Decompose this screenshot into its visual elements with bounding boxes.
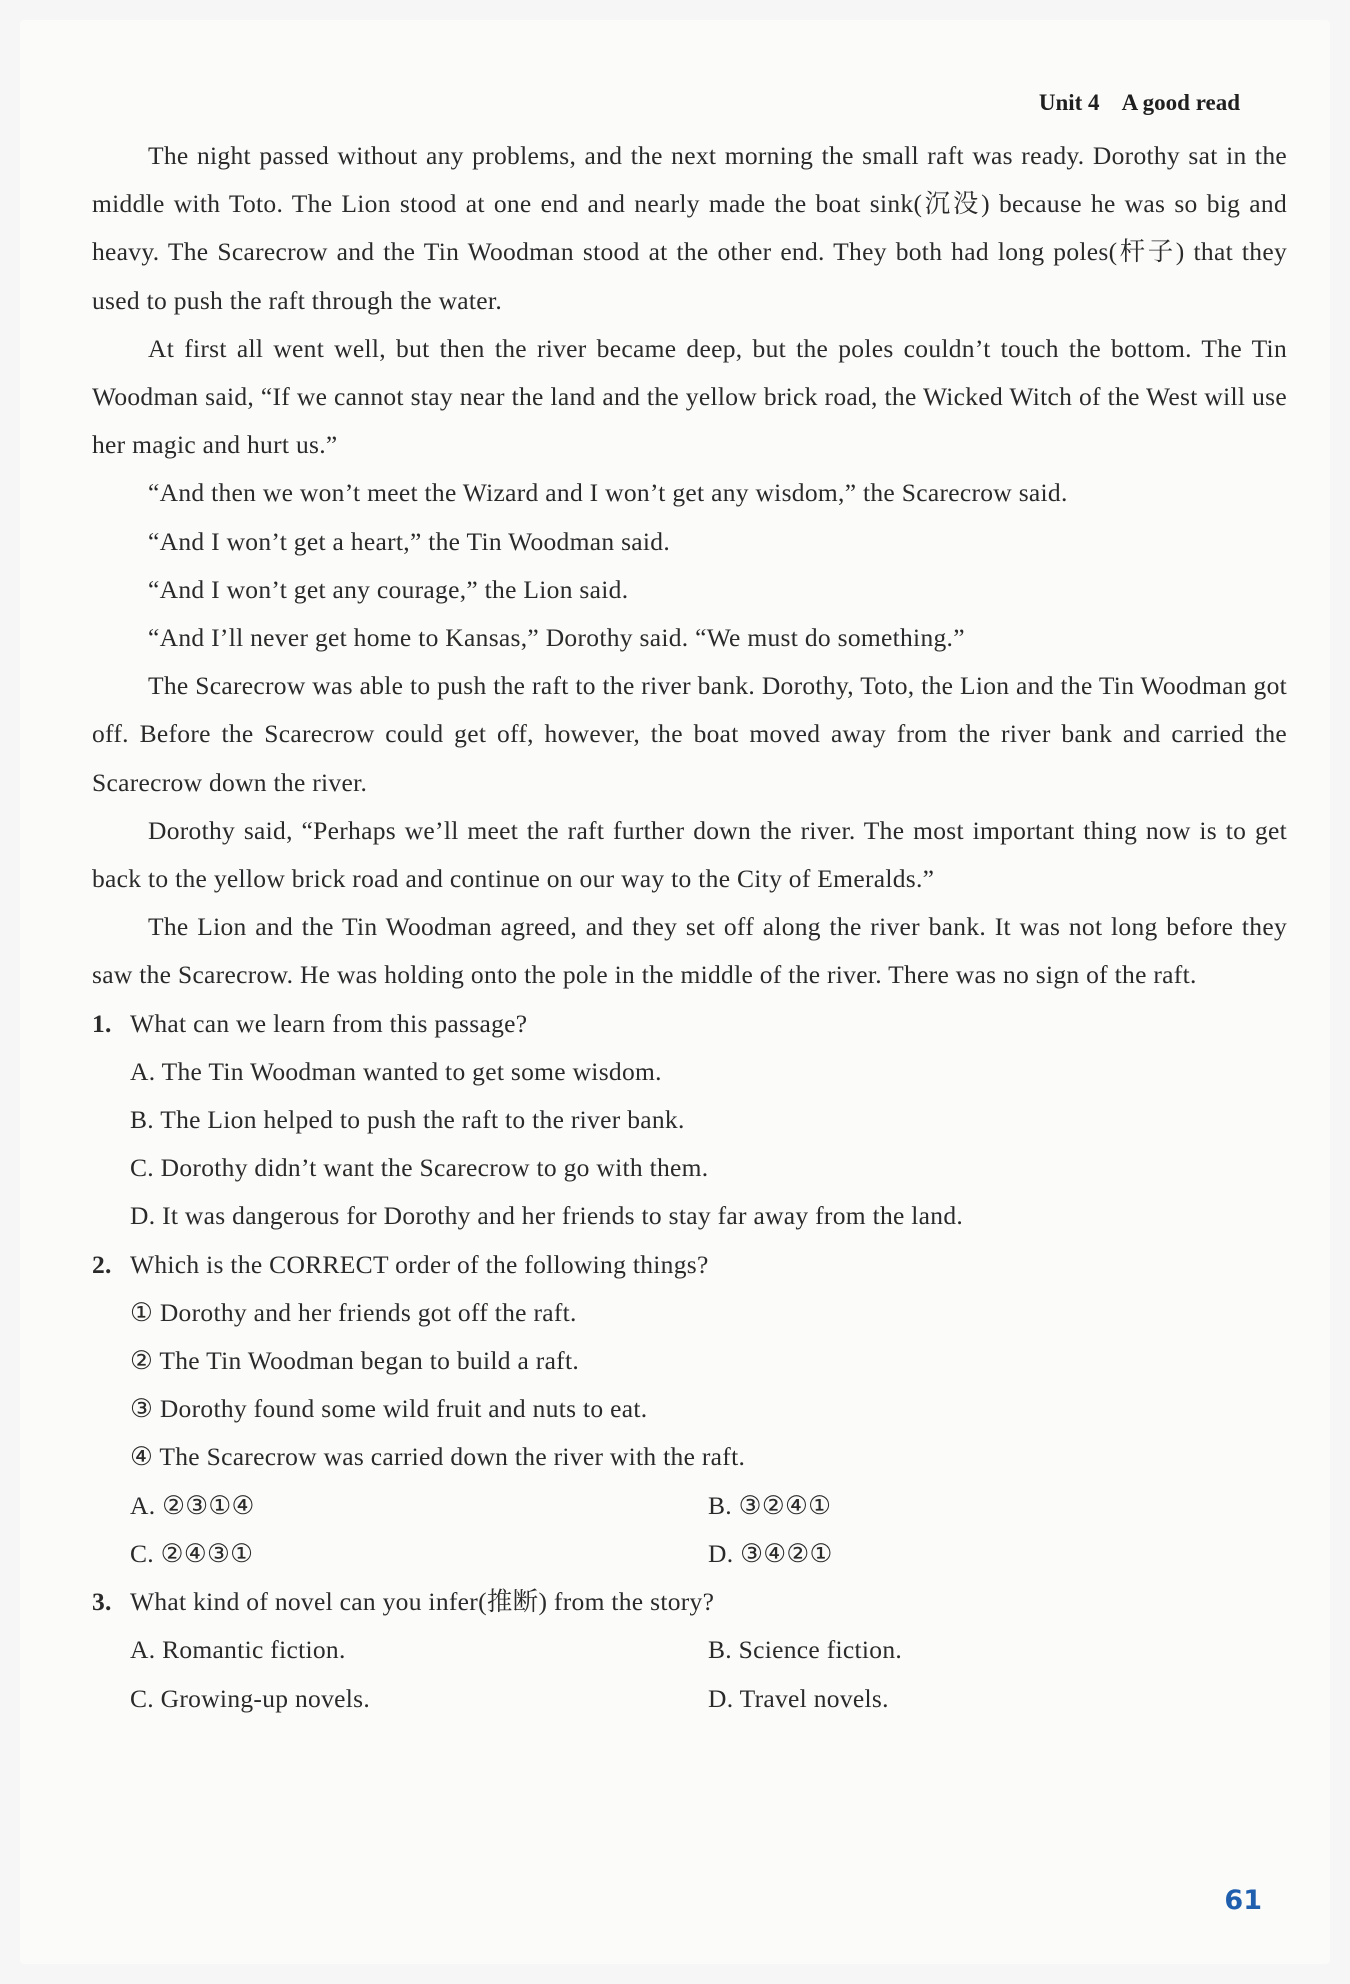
header-unit: Unit 4	[1038, 90, 1100, 115]
page-number: 61	[1224, 1885, 1262, 1916]
question-stem: Which is the CORRECT order of the following things?	[130, 1249, 709, 1279]
paragraph: The Scarecrow was able to push the raft to the river bank. Dorothy, Toto, the Lion and the Tin Woodman got off. Before the Scarecrow could get off, however, the boat moved away from the river bank and carried the Scarecrow down the river.	[92, 671, 1287, 797]
option-b: B. ③②④①	[708, 1490, 832, 1520]
option-b: B. Science fiction.	[708, 1635, 903, 1665]
content	[92, 132, 1287, 1723]
event-item: ② The Tin Woodman began to build a raft.	[130, 1346, 580, 1376]
option-a: A. Romantic fiction.	[130, 1635, 346, 1665]
event-item: ④ The Scarecrow was carried down the river with the raft.	[130, 1442, 746, 1472]
paragraph: The Lion and the Tin Woodman agreed, and they set off along the river bank. It was not long before they saw the Scarecrow. He was holding onto the pole in the middle of the river. There was no sign of the raft.	[92, 912, 1287, 990]
question-number: 3.	[92, 1587, 112, 1617]
paragraph: “And I won’t get any courage,” the Lion said.	[148, 574, 629, 604]
event-item: ① Dorothy and her friends got off the raft.	[130, 1297, 577, 1327]
question-stem: What can we learn from this passage?	[130, 1008, 528, 1038]
option-c: C. Dorothy didn’t want the Scarecrow to go with them.	[130, 1153, 709, 1183]
paragraph: Dorothy said, “Perhaps we’ll meet the raft further down the river. The most important thing now is to get back to the yellow brick road and continue on our way to the City of Emeralds.”	[92, 815, 1287, 894]
paragraph: The night passed without any problems, and the next morning the small raft was ready. Dorothy sat in the middle with Toto. The Lion stood at one end and nearly made the boat sink(沉没) because he was so big and heavy. The Scarecrow and the Tin Woodman stood at the other end. They both had long poles(杆子) that they used to push the raft through the water.	[92, 141, 1287, 315]
option-d: D. It was dangerous for Dorothy and her friends to stay far away from the land.	[130, 1201, 964, 1231]
question-1	[92, 1000, 1287, 1241]
page	[20, 20, 1330, 1964]
running-header	[1039, 90, 1240, 116]
option-c: C. Growing-up novels.	[130, 1683, 371, 1713]
question-2	[92, 1241, 1287, 1578]
option-d: D. Travel novels.	[708, 1683, 889, 1713]
paragraph: At first all went well, but then the river became deep, but the poles couldn’t touch the bottom. The Tin Woodman said, “If we cannot stay near the land and the yellow brick road, the Wicked Witch of the West will use her magic and hurt us.”	[92, 333, 1287, 460]
paragraph: “And then we won’t meet the Wizard and I won’t get any wisdom,” the Scarecrow said.	[148, 478, 1068, 508]
question-3	[92, 1578, 1287, 1723]
option-b: B. The Lion helped to push the raft to the river bank.	[130, 1105, 685, 1135]
option-c: C. ②④③①	[130, 1538, 254, 1568]
question-number: 1.	[92, 1008, 112, 1038]
option-d: D. ③④②①	[708, 1538, 833, 1568]
option-a: A. The Tin Woodman wanted to get some wisdom.	[130, 1056, 662, 1086]
header-title: A good read	[1121, 90, 1240, 115]
paragraph: “And I won’t get a heart,” the Tin Woodman said.	[148, 526, 671, 556]
question-number: 2.	[92, 1249, 112, 1279]
event-item: ③ Dorothy found some wild fruit and nuts to eat.	[130, 1394, 648, 1424]
paragraph: “And I’ll never get home to Kansas,” Dorothy said. “We must do something.”	[148, 623, 965, 653]
option-a: A. ②③①④	[130, 1490, 255, 1520]
question-stem: What kind of novel can you infer(推断) from the story?	[130, 1587, 715, 1617]
